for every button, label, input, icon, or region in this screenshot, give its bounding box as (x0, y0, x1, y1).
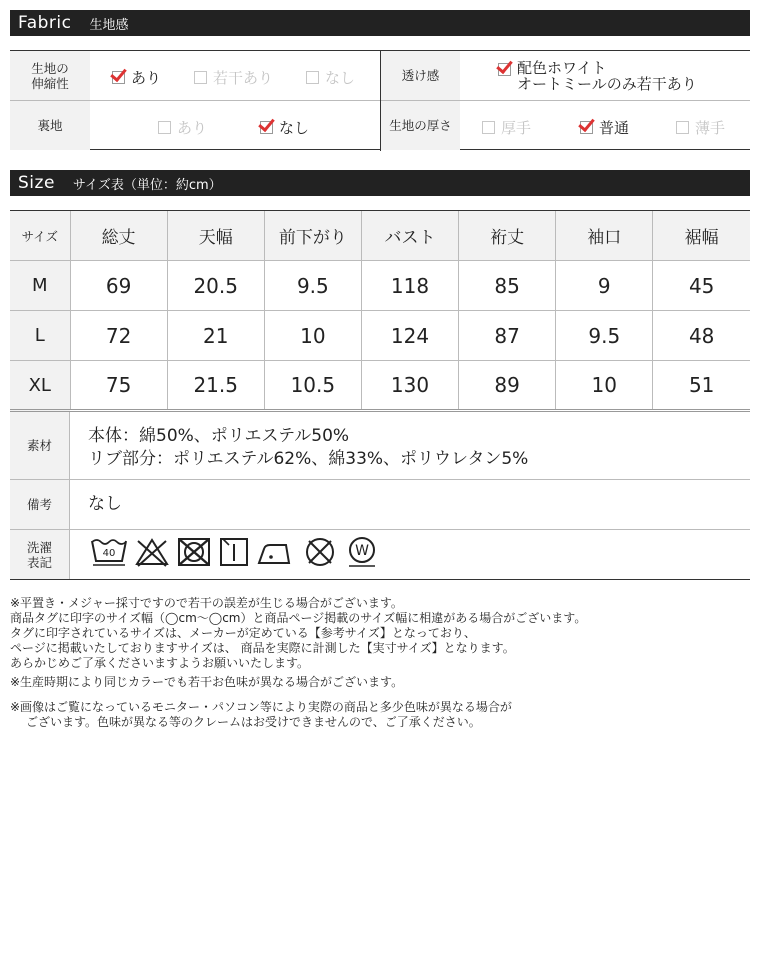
no-tumble-dry-icon (176, 535, 212, 569)
remarks-label: 備考 (10, 480, 70, 529)
table-cell: 21.5 (167, 361, 264, 411)
thickness-option-thin (676, 117, 725, 138)
wash-temp-text: 40 (102, 548, 116, 559)
care-label-line2: 表記 (26, 554, 52, 570)
header-cell: 袖口 (556, 211, 653, 261)
lining-option-no-label: なし (279, 119, 310, 137)
table-cell: 72 (70, 311, 167, 361)
stretch-label (10, 51, 90, 100)
table-cell: 10 (556, 361, 653, 411)
size-table (10, 210, 750, 412)
thickness-option-thick-label: 厚手 (501, 119, 532, 137)
stretch-option-yes-label: あり (131, 69, 162, 87)
material-row (10, 412, 750, 480)
stretch-option-no-label: なし (325, 69, 356, 87)
header-cell: 裄丈 (459, 211, 556, 261)
table-cell: 89 (459, 361, 556, 411)
thickness-option-thick (482, 117, 531, 138)
iron-low-icon (256, 535, 296, 569)
remarks-row (10, 480, 750, 530)
table-row (10, 361, 750, 411)
table-cell: 9 (556, 261, 653, 311)
table-cell: 10 (264, 311, 361, 361)
stretch-label-line1: 生地の (31, 60, 69, 76)
header-cell: 裾幅 (653, 211, 750, 261)
note-line: ページに掲載いたしておりますサイズは、 商品を実際に計測した【実寸サイズ】となります。 (10, 641, 515, 655)
line-dry-shade-icon (218, 535, 250, 569)
table-cell: 20.5 (167, 261, 264, 311)
size-subtitle: サイズ表（単位：約cm） (72, 177, 222, 193)
checkbox-icon (158, 121, 171, 134)
sheer-option (498, 60, 697, 92)
wet-clean-letter: W (355, 543, 369, 559)
table-cell: 51 (653, 361, 750, 411)
fabric-header-bar (10, 10, 750, 36)
size-label-cell: XL (10, 361, 70, 411)
table-cell: 130 (361, 361, 458, 411)
no-bleach-icon (134, 535, 170, 569)
fabric-table (10, 50, 750, 150)
thickness-option-thin-label: 薄手 (695, 119, 726, 137)
note-line: あらかじめご了承くださいますようお願いいたします。 (10, 656, 310, 670)
table-cell: 124 (361, 311, 458, 361)
size-label-cell: L (10, 311, 70, 361)
checkbox-icon (482, 121, 495, 134)
note-line: ※平置き・メジャー採寸ですので若干の誤差が生じる場合がございます。 (10, 596, 403, 610)
material-value (88, 425, 528, 471)
thickness-option-normal (580, 117, 629, 138)
size-table-header (10, 211, 750, 261)
size-header-bar (10, 170, 750, 196)
thickness-label-text: 生地の厚さ (389, 118, 452, 133)
table-cell: 69 (70, 261, 167, 311)
table-cell: 10.5 (264, 361, 361, 411)
stretch-option-slight (194, 67, 273, 88)
checkbox-icon (194, 71, 207, 84)
care-row (10, 530, 750, 580)
table-cell: 118 (361, 261, 458, 311)
stretch-option-yes (112, 67, 161, 88)
table-row (10, 261, 750, 311)
checkbox-checked-icon (498, 63, 511, 76)
header-cell: サイズ (10, 211, 70, 261)
header-cell: 総丈 (70, 211, 167, 261)
material-line2: リブ部分：ポリエステル62%、綿33%、ポリウレタン5% (88, 449, 529, 469)
stretch-option-slight-label: 若干あり (213, 69, 274, 87)
checkbox-checked-icon (260, 121, 273, 134)
material-line1: 本体：綿50%、ポリエステル50% (88, 426, 350, 446)
no-dry-clean-icon (302, 535, 338, 569)
care-icons (90, 535, 380, 569)
header-cell: バスト (361, 211, 458, 261)
lining-option-yes-label: あり (177, 119, 208, 137)
table-cell: 85 (459, 261, 556, 311)
table-cell: 45 (653, 261, 750, 311)
note-line: ※生産時期により同じカラーでも若干お色味が異なる場合がございます。 (10, 675, 404, 689)
stretch-option-no (306, 67, 355, 88)
care-label (10, 530, 70, 579)
checkbox-checked-icon (112, 71, 125, 84)
size-label-cell: M (10, 261, 70, 311)
lining-option-yes (158, 117, 207, 138)
note-line: ※画像はご覧になっているモニター・パソコン等により実際の商品と多少色味が異なる場合が (10, 700, 512, 714)
table-cell: 9.5 (264, 261, 361, 311)
fabric-title: Fabric (18, 13, 72, 33)
remarks-value: なし (88, 494, 122, 514)
header-cell: 天幅 (167, 211, 264, 261)
lining-option-no (260, 117, 309, 138)
header-cell: 前下がり (264, 211, 361, 261)
fabric-subtitle: 生地感 (89, 17, 129, 33)
thickness-label (381, 101, 460, 150)
note-line: 商品タグに印字のサイズ幅（◯cm〜◯cm）と商品ページ掲載のサイズ幅に相違がある場合がございます。 (10, 611, 587, 625)
sheer-label-text: 透け感 (401, 68, 440, 83)
table-cell: 21 (167, 311, 264, 361)
table-cell: 9.5 (556, 311, 653, 361)
lining-label-text: 裏地 (37, 118, 63, 133)
checkbox-checked-icon (580, 121, 593, 134)
notes (10, 596, 586, 730)
table-cell: 48 (653, 311, 750, 361)
stretch-label-line2: 伸縮性 (31, 75, 69, 91)
checkbox-icon (306, 71, 319, 84)
table-cell: 75 (70, 361, 167, 411)
wet-clean-icon (344, 535, 380, 569)
table-cell: 87 (459, 311, 556, 361)
table-row (10, 311, 750, 361)
thickness-option-normal-label: 普通 (599, 119, 630, 137)
checkbox-icon (676, 121, 689, 134)
sheer-option-line1: 配色ホワイト (517, 59, 607, 77)
note-line: タグに印字されているサイズは、メーカーが定めている【参考サイズ】となっており、 (10, 626, 476, 640)
material-label: 素材 (10, 412, 70, 479)
sheer-option-line2: オートミールのみ若干あり (517, 75, 697, 93)
care-label-line1: 洗濯 (26, 539, 52, 555)
sheer-label (381, 51, 460, 100)
size-title: Size (18, 173, 55, 193)
note-line: ございます。色味が異なる等のクレームはお受けできませんので、ご了承ください。 (26, 715, 481, 729)
fabric-divider (380, 51, 381, 151)
wash-40-icon (90, 535, 128, 569)
lining-label (10, 101, 90, 150)
